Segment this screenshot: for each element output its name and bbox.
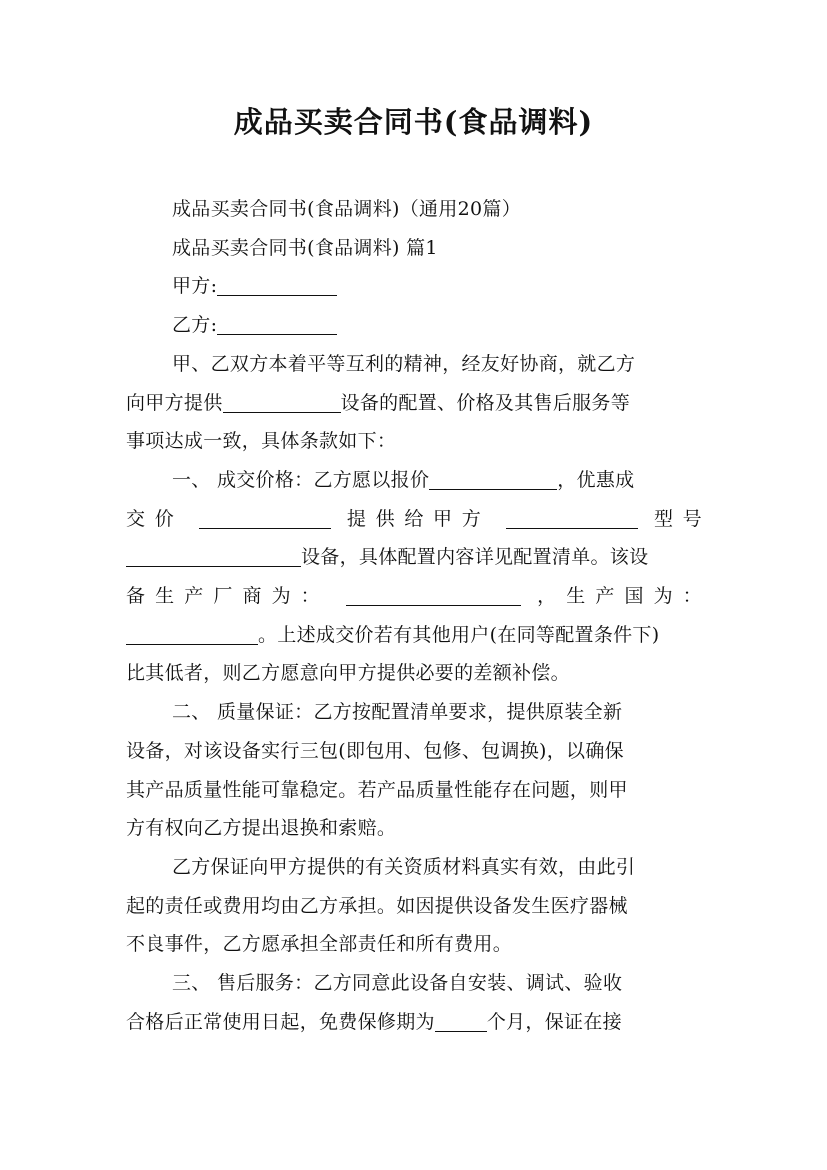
paragraph-line: 不良事件，乙方愿承担全部责任和所有费用。 (126, 933, 513, 956)
equipment-blank (223, 393, 341, 413)
party-a-line (126, 267, 702, 306)
section-heading: 成品买卖合同书(食品调料) 篇1 (172, 236, 438, 259)
party-b-line (126, 306, 702, 345)
paragraph-line: 三、 售后服务：乙方同意此设备自安装、调试、验收 (172, 972, 623, 995)
country-blank (126, 625, 258, 645)
paragraph-line: 起的责任或费用均由乙方承担。如因提供设备发生医疗器械 (126, 894, 628, 917)
paragraph-line: 比其低者，则乙方愿意向甲方提供必要的差额补偿。 (126, 662, 570, 685)
paragraph-line: 一、 成交价格：乙方愿以报价 ，优惠成 (172, 468, 635, 491)
paragraph-line: 事项达成一致，具体条款如下： (126, 430, 397, 453)
warranty-months-blank (435, 1012, 487, 1032)
party-b-label: 乙方: (172, 314, 218, 337)
deal-price-blank (199, 509, 331, 529)
paragraph-line: 设备，对该设备实行三包(即包用、包修、包调换)，以确保 (126, 739, 624, 762)
model-blank (126, 547, 301, 567)
party-b-blank (217, 315, 337, 335)
paragraph-line: 二、 质量保证：乙方按配置清单要求，提供原装全新 (172, 701, 623, 724)
paragraph-line: 甲、乙双方本着平等互利的精神，经友好协商，就乙方 (172, 352, 636, 375)
paragraph-line: 其产品质量性能可靠稳定。若产品质量性能存在问题，则甲 (126, 778, 628, 801)
document-title: 成品买卖合同书(食品调料) (233, 105, 594, 139)
manufacturer-blank (346, 586, 521, 606)
paragraph-line: 设备，具体配置内容详见配置清单。该设 (126, 538, 702, 577)
paragraph-line: 合格后正常使用日起，免费保修期为 个月，保证在接 (126, 1010, 622, 1033)
paragraph-line: 方有权向乙方提出退换和索赔。 (126, 817, 397, 840)
paragraph-line: 乙方保证向甲方提供的有关资质材料真实有效，由此引 (172, 855, 636, 878)
document-body (126, 190, 702, 1041)
supplied-blank (506, 509, 638, 529)
subtitle-line: 成品买卖合同书(食品调料)（通用20篇） (172, 198, 522, 220)
paragraph-line: 。上述成交价若有其他用户(在同等配置条件下) (126, 616, 702, 655)
party-a-label: 甲方: (172, 275, 218, 298)
paragraph-line: 向甲方提供 设备的配置、价格及其售后服务等 (126, 391, 631, 414)
paragraph-line: 交价 提供给甲方 型号 (126, 507, 702, 530)
party-a-blank (217, 276, 337, 296)
quote-price-blank (429, 470, 557, 490)
paragraph-line: 备生产厂商为： ，生产国为： (126, 585, 702, 608)
